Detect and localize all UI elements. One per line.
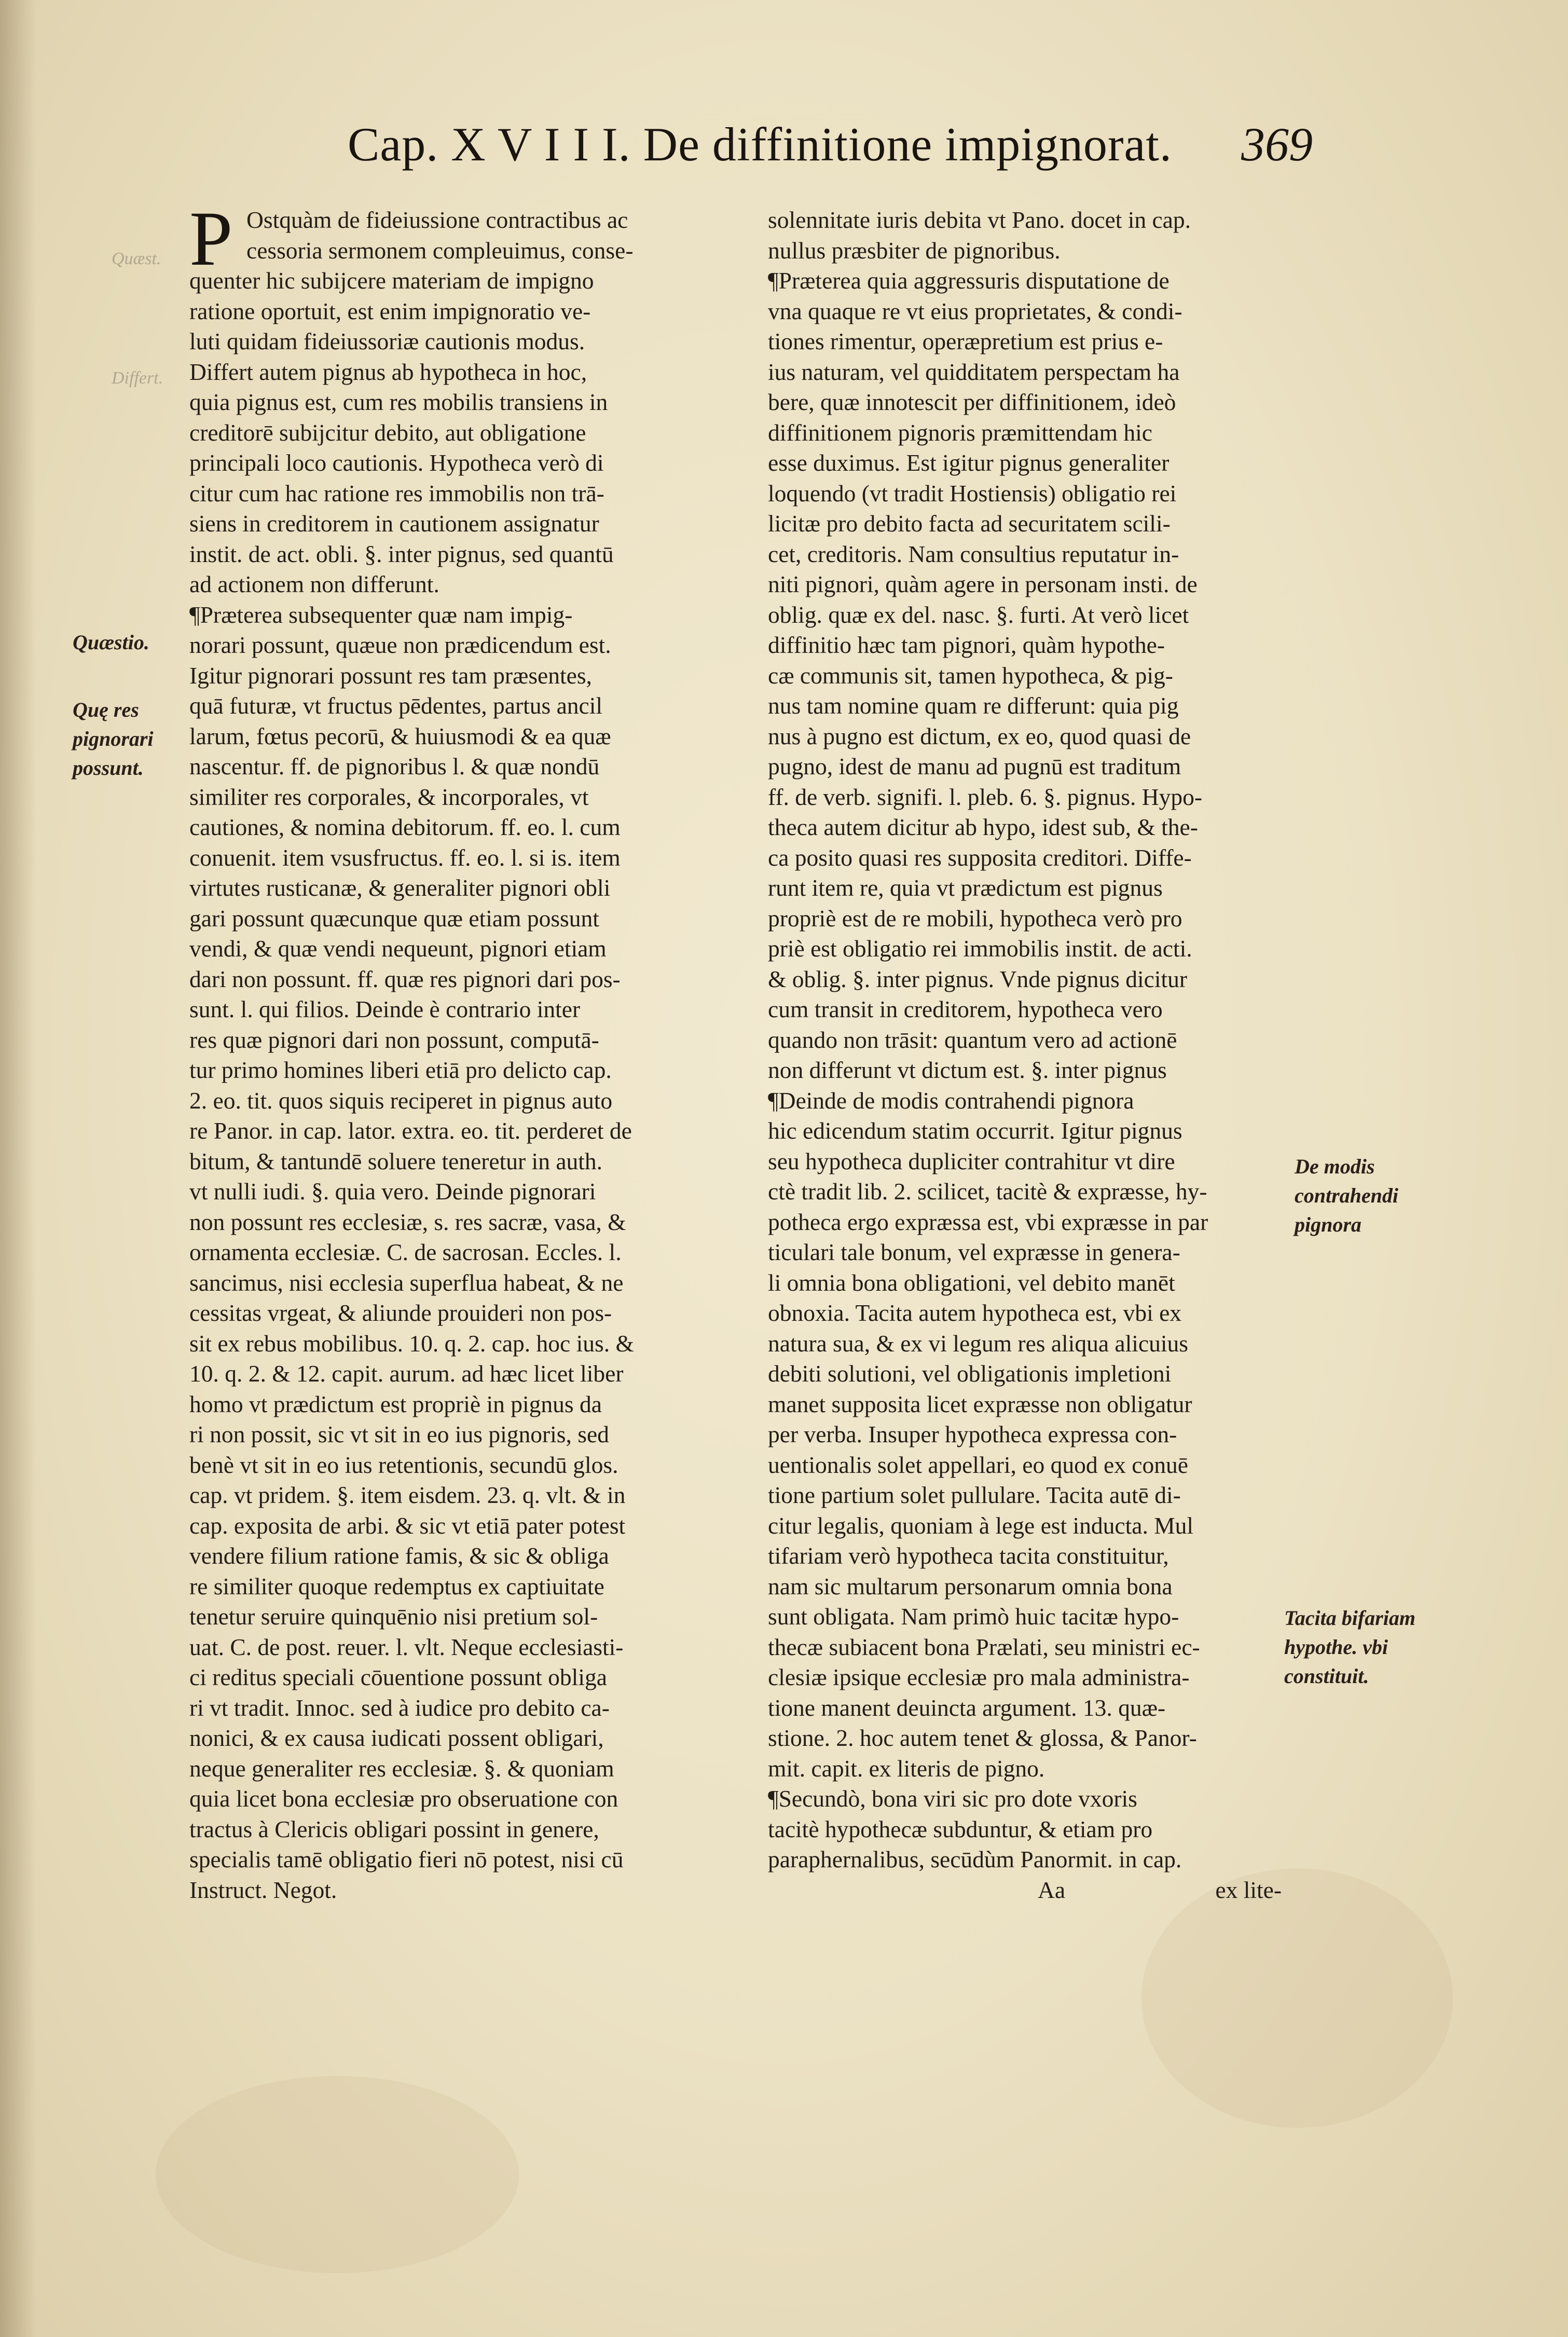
text-line: ad actionem non differunt. xyxy=(189,571,439,597)
text-line: diffinitionem pignoris præmittendam hic xyxy=(768,419,1152,446)
text-line: ¶Deinde de modis contrahendi pignora xyxy=(768,1087,1134,1114)
margin-note-questio: Quæstio. xyxy=(73,631,149,654)
text-line: sunt obligata. Nam primò huic tacitæ hypo- xyxy=(768,1603,1179,1630)
text-line: 2. eo. tit. quos siquis reciperet in pignus auto xyxy=(189,1087,613,1114)
text-line: tractus à Clericis obligari possint in genere, xyxy=(189,1815,599,1842)
text-line: priè est obligatio rei immobilis instit. de acti. xyxy=(768,935,1192,962)
text-line: quando non trāsit: quantum vero ad actionē xyxy=(768,1026,1177,1053)
text-line: similiter res corporales, & incorporales, vt xyxy=(189,783,589,810)
text-line: dari non possunt. ff. quæ res pignori dari pos- xyxy=(189,965,621,992)
text-line: thecæ subiacent bona Prælati, seu ministri ec- xyxy=(768,1633,1200,1660)
text-line: nam sic multarum personarum omnia bona xyxy=(768,1573,1173,1600)
page-number: 369 xyxy=(1241,118,1313,171)
text-line: tione manent deuincta argument. 13. quæ- xyxy=(768,1694,1166,1721)
text-line: licitæ pro debito facta ad securitatem scili- xyxy=(768,510,1171,537)
text-line: tur primo homines liberi etiā pro delicto cap. xyxy=(189,1057,612,1083)
text-line: cautiones, & nomina debitorum. ff. eo. l. cum xyxy=(189,814,621,840)
signature-mark: Aa xyxy=(1038,1876,1066,1903)
text-line: ff. de verb. signifi. l. pleb. 6. §. pignus. Hypo- xyxy=(768,783,1203,810)
text-line: cet, creditoris. Nam consultius reputatur in- xyxy=(768,540,1179,567)
text-line: ri vt tradit. Innoc. sed à iudice pro debito ca- xyxy=(189,1694,610,1721)
text-line: Instruct. Negot. xyxy=(189,1876,337,1903)
text-line: ctè tradit lib. 2. scilicet, tacitè & expræsse, hy- xyxy=(768,1178,1207,1205)
text-line: clesiæ ipsique ecclesiæ pro mala administra- xyxy=(768,1664,1190,1690)
page-header xyxy=(348,117,1313,195)
text-line: Ostquàm de fideiussione contractibus ac xyxy=(246,207,628,233)
text-line: Igitur pignorari possunt res tam præsentes, xyxy=(189,662,592,689)
text-line: nullus præsbiter de pignoribus. xyxy=(768,237,1061,264)
text-line: stione. 2. hoc autem tenet & glossa, & Panor- xyxy=(768,1725,1197,1751)
left-text-column xyxy=(189,196,721,1905)
text-line: quenter hic subijcere materiam de impigno xyxy=(189,267,594,294)
text-line: quia pignus est, cum res mobilis transiens in xyxy=(189,389,608,415)
text-line: uat. C. de post. reuer. l. vlt. Neque ecclesiasti- xyxy=(189,1633,624,1660)
text-line: ca posito quasi res supposita creditori. Diffe- xyxy=(768,844,1192,871)
text-line: specialis tamē obligatio fieri nō potest, nisi cū xyxy=(189,1846,624,1873)
text-line: tifariam verò hypotheca tacita constituitur, xyxy=(768,1542,1169,1569)
text-line: esse duximus. Est igitur pignus generaliter xyxy=(768,449,1170,476)
text-line: citur legalis, quoniam à lege est inducta. Mul xyxy=(768,1512,1194,1539)
text-line: cessoria sermonem compleuimus, conse- xyxy=(246,237,634,264)
text-line: ci reditus speciali cōuentione possunt obliga xyxy=(189,1664,607,1690)
text-line: quā futuræ, vt fructus pēdentes, partus ancil xyxy=(189,692,603,719)
text-line: larum, fœtus pecorū, & huiusmodi & ea quæ xyxy=(189,722,611,749)
text-line: bitum, & tantundē soluere teneretur in auth. xyxy=(189,1147,603,1174)
text-line: re Panor. in cap. lator. extra. eo. tit. perderet de xyxy=(189,1117,632,1144)
catchword: ex lite- xyxy=(1215,1876,1282,1903)
text-line: cap. vt pridem. §. item eisdem. 23. q. vlt. & in xyxy=(189,1482,626,1508)
text-line: potheca ergo expræssa est, vbi expræsse in par xyxy=(768,1208,1208,1235)
text-line: seu hypotheca dupliciter contrahitur vt dire xyxy=(768,1147,1175,1174)
text-line: benè vt sit in eo ius retentionis, secundū glos. xyxy=(189,1451,618,1478)
text-line: oblig. quæ ex del. nasc. §. furti. At verò licet xyxy=(768,601,1189,628)
text-line: nus à pugno est dictum, ex eo, quod quasi de xyxy=(768,722,1191,749)
text-line: tacitè hypothecæ subduntur, & etiam pro xyxy=(768,1815,1153,1842)
text-line: ¶Præterea quia aggressuris disputatione de xyxy=(768,267,1170,294)
margin-note-que-res: Quę res pignorari possunt. xyxy=(73,698,154,780)
text-line: 10. q. 2. & 12. capit. aurum. ad hæc licet liber xyxy=(189,1360,624,1387)
text-line: li omnia bona obligationi, vel debito manēt xyxy=(768,1269,1175,1296)
margin-note-tacita: Tacita bifariam hypothe. vbi constituit. xyxy=(1284,1606,1415,1688)
text-line: sit ex rebus mobilibus. 10. q. 2. cap. hoc ius. & xyxy=(189,1330,634,1357)
text-line: vna quaque re vt eius proprietates, & condi- xyxy=(768,297,1182,324)
text-line: theca autem dicitur ab hypo, idest sub, & the- xyxy=(768,814,1198,840)
text-line: ornamenta ecclesiæ. C. de sacrosan. Eccles. l. xyxy=(189,1239,622,1265)
text-line: Differt autem pignus ab hypotheca in hoc, xyxy=(189,358,587,385)
text-line: vendi, & quæ vendi nequeunt, pignori etiam xyxy=(189,935,607,962)
paper-stain xyxy=(156,2076,519,2273)
text-line: paraphernalibus, secūdùm Panormit. in cap. xyxy=(768,1846,1182,1873)
text-line: debiti solutioni, vel obligationis impletioni xyxy=(768,1360,1172,1387)
text-line: quia licet bona ecclesiæ pro obseruatione con xyxy=(189,1785,618,1812)
text-line: sunt. l. qui filios. Deinde è contrario inter xyxy=(189,996,581,1022)
text-line: solennitate iuris debita vt Pano. docet in cap. xyxy=(768,207,1191,233)
text-line: neque generaliter res ecclesiæ. §. & quoniam xyxy=(189,1755,614,1782)
margin-note-de-modis: De modis contrahendi pignora xyxy=(1295,1155,1399,1236)
text-line: principali loco cautionis. Hypotheca verò di xyxy=(189,449,604,476)
text-line: tiones rimentur, operæpretium est prius e- xyxy=(768,328,1163,354)
text-line: propriè est de re mobili, hypotheca verò pro xyxy=(768,905,1182,932)
text-line: sancimus, nisi ecclesia superflua habeat, & ne xyxy=(189,1269,624,1296)
bleed-through-note: Quæst. xyxy=(112,249,161,268)
binding-shadow xyxy=(0,0,36,2337)
text-line: manet supposita licet expræsse non obligatur xyxy=(768,1390,1192,1417)
text-line: uentionalis solet appellari, eo quod ex conuē xyxy=(768,1451,1188,1478)
text-line: loquendo (vt tradit Hostiensis) obligatio rei xyxy=(768,480,1177,507)
bleed-through-note: Differt. xyxy=(112,368,163,388)
text-line: non differunt vt dictum est. §. inter pignus xyxy=(768,1057,1167,1083)
text-line: diffinitio hæc tam pignori, quàm hypothe- xyxy=(768,632,1165,658)
text-line: cessitas vrgeat, & aliunde prouideri non pos- xyxy=(189,1300,612,1326)
text-line: non possunt res ecclesiæ, s. res sacræ, vasa, & xyxy=(189,1208,626,1235)
text-line: cum transit in creditorem, hypotheca vero xyxy=(768,996,1163,1022)
text-line: natura sua, & ex vi legum res aliqua alicuius xyxy=(768,1330,1188,1357)
text-line: re similiter quoque redemptus ex captiuitate xyxy=(189,1573,604,1600)
text-line: ¶Secundò, bona viri sic pro dote vxoris xyxy=(768,1785,1137,1812)
text-line: pugno, idest de manu ad pugnū est traditum xyxy=(768,753,1181,780)
text-line: luti quidam fideiussoriæ cautionis modus. xyxy=(189,328,585,354)
text-line: ri non possit, sic vt sit in eo ius pignoris, sed xyxy=(189,1421,609,1447)
initial-letter: P xyxy=(189,196,233,282)
right-text-column xyxy=(768,205,1292,1905)
text-line: tenetur seruire quinquēnio nisi pretium sol- xyxy=(189,1603,598,1630)
paper-stain xyxy=(1141,1868,1453,2128)
running-title: Cap. X V I I I. De diffinitione impignorat. xyxy=(348,118,1172,171)
text-line: siens in creditorem in cautionem assignatur xyxy=(189,510,599,537)
signature-row xyxy=(768,1875,1292,1906)
text-line: runt item re, quia vt prædictum est pignus xyxy=(768,874,1163,901)
text-line: hic edicendum statim occurrit. Igitur pignus xyxy=(768,1117,1182,1144)
text-line: cæ communis sit, tamen hypotheca, & pig- xyxy=(768,662,1173,689)
text-line: & oblig. §. inter pignus. Vnde pignus dicitur xyxy=(768,965,1188,992)
text-line: vt nulli iudi. §. quia vero. Deinde pignorari xyxy=(189,1178,596,1205)
text-line: tione partium solet pullulare. Tacita autē di- xyxy=(768,1482,1181,1508)
text-line: nascentur. ff. de pignoribus l. & quæ nondū xyxy=(189,753,600,780)
text-line: obnoxia. Tacita autem hypotheca est, vbi ex xyxy=(768,1300,1182,1326)
text-line: homo vt prædictum est propriè in pignus da xyxy=(189,1390,602,1417)
text-line: ratione oportuit, est enim impignoratio ve- xyxy=(189,297,591,324)
text-line: mit. capit. ex literis de pigno. xyxy=(768,1755,1045,1782)
text-line: bere, quæ innotescit per diffinitionem, ideò xyxy=(768,389,1176,415)
text-line: virtutes rusticanæ, & generaliter pignori obli xyxy=(189,874,611,901)
text-line: niti pignori, quàm agere in personam insti. de xyxy=(768,571,1198,597)
text-line: vendere filium ratione famis, & sic & obliga xyxy=(189,1542,609,1569)
text-line: gari possunt quæcunque quæ etiam possunt xyxy=(189,905,599,932)
text-line: creditorē subijcitur debito, aut obligatione xyxy=(189,419,586,446)
text-line: res quæ pignori dari non possunt, computā- xyxy=(189,1026,599,1053)
text-line: conuenit. item vsusfructus. ff. eo. l. si is. item xyxy=(189,844,621,871)
text-line: nus tam nomine quam re differunt: quia pig xyxy=(768,692,1179,719)
text-line: cap. exposita de arbi. & sic vt etiā pater potest xyxy=(189,1512,626,1539)
text-line: citur cum hac ratione res immobilis non trā- xyxy=(189,480,604,507)
text-line: ius naturam, vel quidditatem perspectam ha xyxy=(768,358,1180,385)
text-line: ticulari tale bonum, vel expræsse in genera- xyxy=(768,1239,1180,1265)
text-line: nonici, & ex causa iudicati possent obligari, xyxy=(189,1725,604,1751)
text-line: ¶Præterea subsequenter quæ nam impig- xyxy=(189,601,573,628)
text-line: instit. de act. obli. §. inter pignus, sed quantū xyxy=(189,540,614,567)
text-line: per verba. Insuper hypotheca expressa con- xyxy=(768,1421,1177,1447)
text-line: norari possunt, quæue non prædicendum est. xyxy=(189,632,611,658)
